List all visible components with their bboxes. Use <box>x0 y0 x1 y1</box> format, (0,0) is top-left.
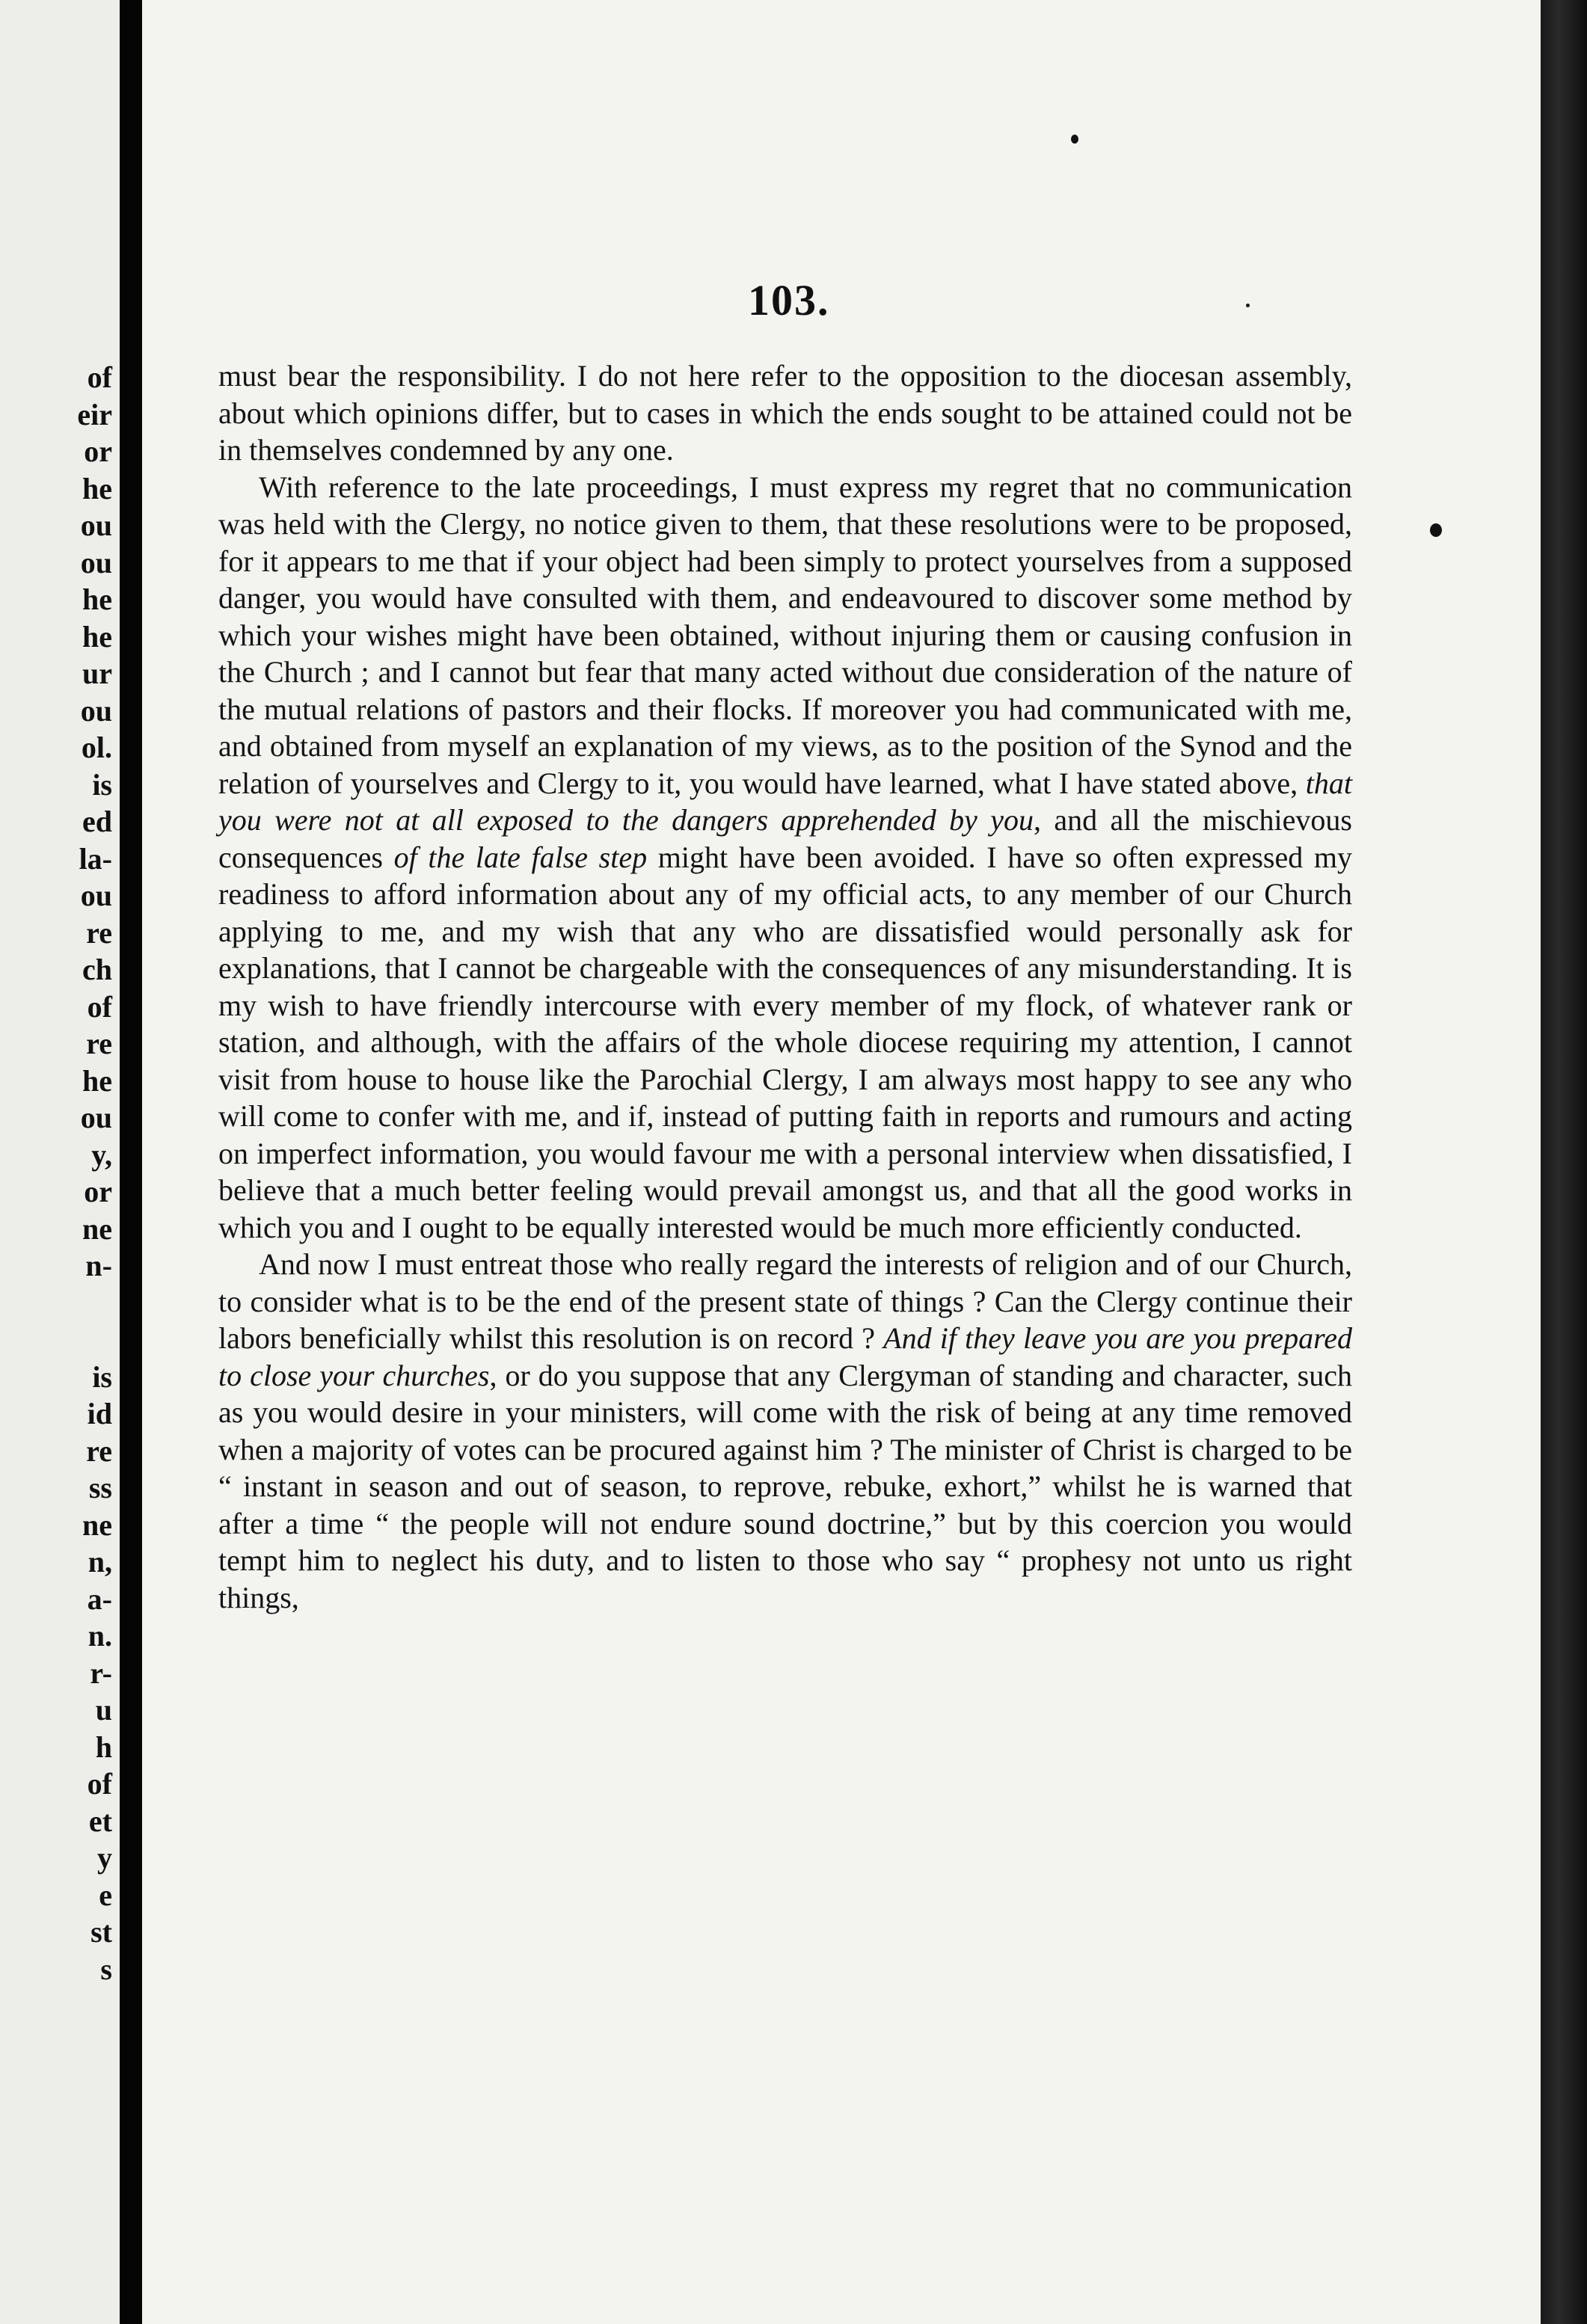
fragment-text: st <box>90 1915 112 1949</box>
paragraph <box>218 357 1352 469</box>
fragment-text: ou <box>80 508 112 542</box>
fragment-text: he <box>82 471 112 505</box>
fragment-text: re <box>86 915 112 950</box>
fragment-text: ss <box>88 1471 112 1504</box>
fragment-text: is <box>92 1359 112 1394</box>
fragment-text: ed <box>82 805 112 838</box>
fragment-text: ol. <box>81 731 112 764</box>
italic-text: of the late false step <box>393 840 648 874</box>
previous-page-fragments <box>7 359 112 1988</box>
body-text <box>218 357 1352 1616</box>
fragment-text: y, <box>91 1137 112 1172</box>
fragment-text: of <box>87 989 112 1024</box>
fragment-text: h <box>95 1730 112 1764</box>
fragment-text: ou <box>80 1101 112 1134</box>
fragment-text: la- <box>79 841 112 876</box>
fragment-text: et <box>88 1804 112 1838</box>
fragment-text: is <box>92 767 112 802</box>
fragment-text <box>7 1321 112 1359</box>
fragment-text: id <box>87 1397 112 1430</box>
fragment-text: he <box>82 619 112 654</box>
page-number: 103. <box>748 276 830 325</box>
print-speck <box>1430 523 1442 537</box>
fragment-text: re <box>86 1433 112 1468</box>
fragment-text: ne <box>82 1211 112 1246</box>
fragment-text: ou <box>80 879 112 912</box>
fragment-text: ne <box>82 1507 112 1542</box>
paragraph <box>218 469 1352 1246</box>
text-segment: , and all the mischievous consequences <box>218 803 1352 874</box>
fragment-text: r- <box>90 1656 112 1690</box>
text-segment: might have been avoided. I have so often expressed my readiness to afford information about any of my official acts, to any member of our Church applying to me, and my wish that any who are dissatisfied would personally ask for explanations, that I cannot be chargeable with the consequences of any misunderstanding. It is my wish to have friendly intercourse with every member of my flock, of whatever rank or station, and although, with the affairs of the whole diocese requiring my attention, I cannot visit from house to house like the Parochial Clergy, I am always most happy to see any who will come to confer with me, and if, instead of putting faith in reports and rumours and acting on imperfect information, you would favour me with a personal interview when dissatisfied, I believe that a much better feeling would prevail amongst us, and that all the good works in which you and I ought to be equally interested would be much more efficiently conducted. <box>218 840 1352 1244</box>
previous-page-edge <box>0 0 120 2324</box>
fragment-text: eir <box>77 397 112 431</box>
fragment-text: or <box>84 1175 112 1208</box>
paragraph <box>218 1246 1352 1616</box>
text-segment: And now I must entreat those who really regard the interests of religion and of our Church, to consider what is to be the end of the present state of things ? Can the Clergy continue their labors beneficially whilst this resolution is on record ? <box>218 1247 1352 1355</box>
text-segment: With reference to the late proceedings, I must express my regret that no communication was held with the Clergy, no notice given to them, that these resolutions were to be proposed, for it appears to me that if your object had been simply to protect yourselves from a supposed danger, you would have consulted with them, and endeavoured to discover some method by which your wishes might have been obtained, without injuring them or causing confusion in the Church ; and I cannot but fear that many acted without due consideration of the nature of the mutual relations of pastors and their flocks. If moreover you had communicated with me, and obtained from myself an explanation of my views, as to the position of the Synod and the relation of yourselves and Clergy to it, you would have learned, what I have stated above, <box>218 470 1352 800</box>
book-gutter <box>120 0 142 2324</box>
text-segment: , or do you suppose that any Clergyman of standing and character, such as you would desire in your ministers, will come with the risk of being at any time removed when a majority of votes can be procured against him ? The minister of Christ is charged to be “ instant in season and out of season, to reprove, rebuke, exhort,” whilst he is warned that after a time “ the people will not endure sound doctrine,” but by this coercion you would tempt him to neglect his duty, and to listen to those who say “ prophesy not unto us right things, <box>218 1358 1352 1614</box>
fragment-text: re <box>86 1027 112 1060</box>
fragment-text: e <box>99 1878 112 1912</box>
fragment-text: n- <box>85 1249 112 1282</box>
fragment-text <box>7 1285 112 1322</box>
fragment-text: ur <box>82 657 112 690</box>
fragment-text: n, <box>88 1545 112 1578</box>
print-speck <box>1246 304 1250 307</box>
fragment-text: or <box>84 434 112 468</box>
italic-text: And if they leave you are you prepared to close your churches <box>218 1321 1352 1392</box>
fragment-text: he <box>82 582 112 616</box>
fragment-text: y <box>97 1841 112 1875</box>
fragment-text: ou <box>80 693 112 728</box>
fragment-text: a- <box>87 1581 112 1616</box>
fragment-text: s <box>100 1952 112 1986</box>
fragment-text: he <box>82 1063 112 1098</box>
right-page-edge <box>1541 0 1587 2324</box>
text-segment: must bear the responsibility. I do not here refer to the opposition to the diocesan assembly, about which opinions differ, but to cases in which the ends sought to be attained could not be in themselves condemned by any one. <box>218 359 1352 467</box>
fragment-text: of <box>87 360 112 394</box>
fragment-text: n. <box>88 1619 112 1653</box>
italic-text: that you were not at all exposed to the dangers apprehended by you <box>218 766 1352 837</box>
print-speck <box>1071 135 1078 144</box>
fragment-text: u <box>95 1693 112 1727</box>
fragment-text: of <box>87 1767 112 1801</box>
fragment-text: ou <box>80 545 112 580</box>
fragment-text: ch <box>82 953 112 986</box>
